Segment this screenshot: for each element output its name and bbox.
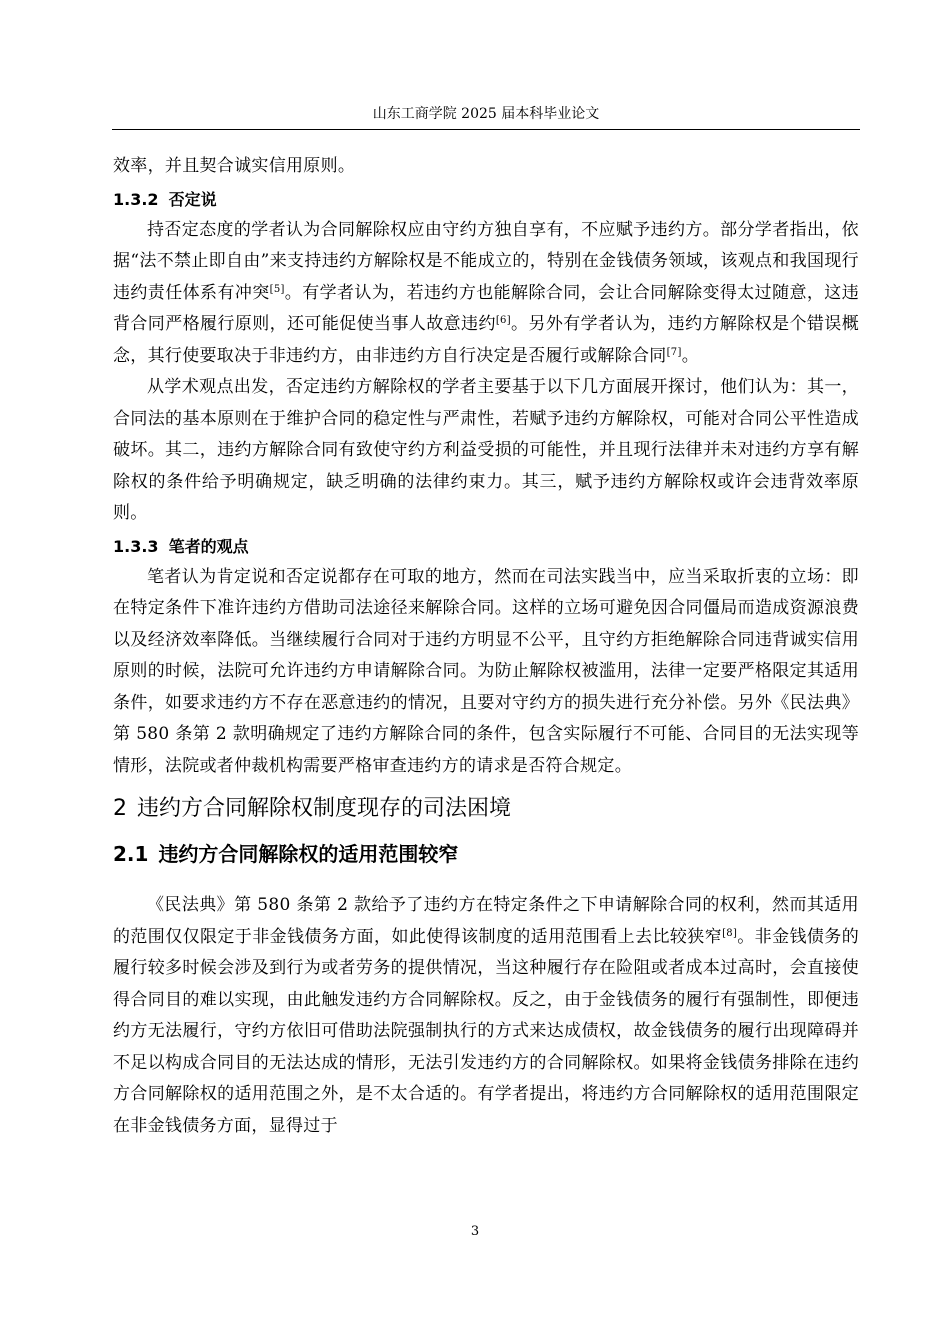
section-heading-1-3-3	[113, 532, 859, 562]
paragraph-academic-view: 从学术观点出发，否定违约方解除权的学者主要基于以下几方面展开探讨，他们认为：其一，合同法的基本原则在于维护合同的稳定性与严肃性，若赋予违约方解除权，可能对合同公平性造成破坏。其二，违约方解除合同有致使守约方利益受损的可能性，并且现行法律并未对违约方享有解除权的条件给予明确规定，缺乏明确的法律约束力。其三，赋予违约方解除权或许会违背效率原则。	[113, 377, 859, 523]
paragraph-text: 。非金钱债务的履行较多时候会涉及到行为或者劳务的提供情况，当这种履行存在险阻或者成本过高时，会直接使得合同目的难以实现，由此触发违约方合同解除权。反之，由于金钱债务的履行有强制性，即便违约方无法履行，守约方依旧可借助法院强制执行的方式来达成债权，故金钱债务的履行出现障碍并不足以构成合同目的无法达成的情形，无法引发违约方的合同解除权。如果将金钱债务排除在违约方合同解除权的适用范围之外，是不太合适的。有学者提出，将违约方合同解除权的适用范围限定在非金钱债务方面，显得过于	[113, 926, 859, 1136]
page-number: 3	[470, 1224, 480, 1239]
paragraph-text: 《民法典》第 580 条第 2 款给予了违约方在特定条件之下申请解除合同的权利，然而其适用的范围仅仅限定于非金钱债务方面，如此使得该制度的适用范围看上去比较狭窄	[113, 895, 859, 947]
paragraph-scope	[113, 890, 859, 1142]
paragraph-text: 。另外有学者认为，违约方解除权是个错误概念，其行使要取决于非违约方，由非违约方自行决定是否履行或解除合同	[113, 314, 859, 366]
section-title: 笔者的观点	[168, 536, 249, 556]
citation-ref: [5]	[269, 283, 285, 295]
section-heading-1-3-2	[113, 185, 859, 215]
running-header: 山东工商学院 2025 届本科毕业论文	[372, 106, 600, 122]
paragraph-text: 。有学者认为，若违约方也能解除合同，会让合同解除变得太过随意，这违背合同严格履行原则，还可能促使当事人故意违约	[113, 282, 859, 334]
section-heading-2-1	[113, 834, 859, 874]
section-number: 1.3.2	[113, 189, 159, 209]
paragraph-text: 。	[681, 345, 699, 366]
citation-ref: [7]	[666, 346, 682, 358]
document-body	[113, 151, 859, 1142]
paragraph-continuation: 效率，并且契合诚实信用原则。	[113, 156, 356, 176]
section-number: 1.3.3	[113, 536, 159, 556]
citation-ref: [6]	[495, 315, 511, 326]
section-title: 否定说	[168, 189, 217, 209]
citation-ref: [8]	[722, 927, 738, 939]
chapter-heading-2	[113, 784, 859, 834]
chapter-number: 2	[113, 796, 127, 821]
chapter-title: 违约方合同解除权制度现存的司法困境	[137, 796, 512, 821]
section-title: 违约方合同解除权的适用范围较窄	[158, 842, 459, 866]
section-number: 2.1	[113, 842, 149, 866]
paragraph-negative-view	[113, 215, 859, 373]
paragraph-author-view: 笔者认为肯定说和否定说都存在可取的地方，然而在司法实践当中，应当采取折衷的立场：即在特定条件下准许违约方借助司法途径来解除合同。这样的立场可避免因合同僵局而造成资源浪费以及经济效率降低。当继续履行合同对于违约方明显不公平，且守约方拒绝解除合同违背诚实信用原则的时候，法院可允许违约方申请解除合同。为防止解除权被滥用，法律一定要严格限定其适用条件，如要求违约方不存在恶意违约的情况，且要对守约方的损失进行充分补偿。另外《民法典》第 580 条第 2 款明确规定了违约方解除合同的条件，包含实际履行不可能、合同目的无法实现等情形，法院或者仲裁机构需要严格审查违约方的请求是否符合规定。	[113, 566, 859, 776]
header-rule	[112, 129, 860, 130]
paragraph-text: 持否定态度的学者认为合同解除权应由守约方独自享有，不应赋予违约方。部分学者指出，依据“法不禁止即自由”来支持违约方解除权是不能成立的，特别在金钱债务领域，该观点和我国现行违约责任体系有冲突	[113, 219, 859, 303]
